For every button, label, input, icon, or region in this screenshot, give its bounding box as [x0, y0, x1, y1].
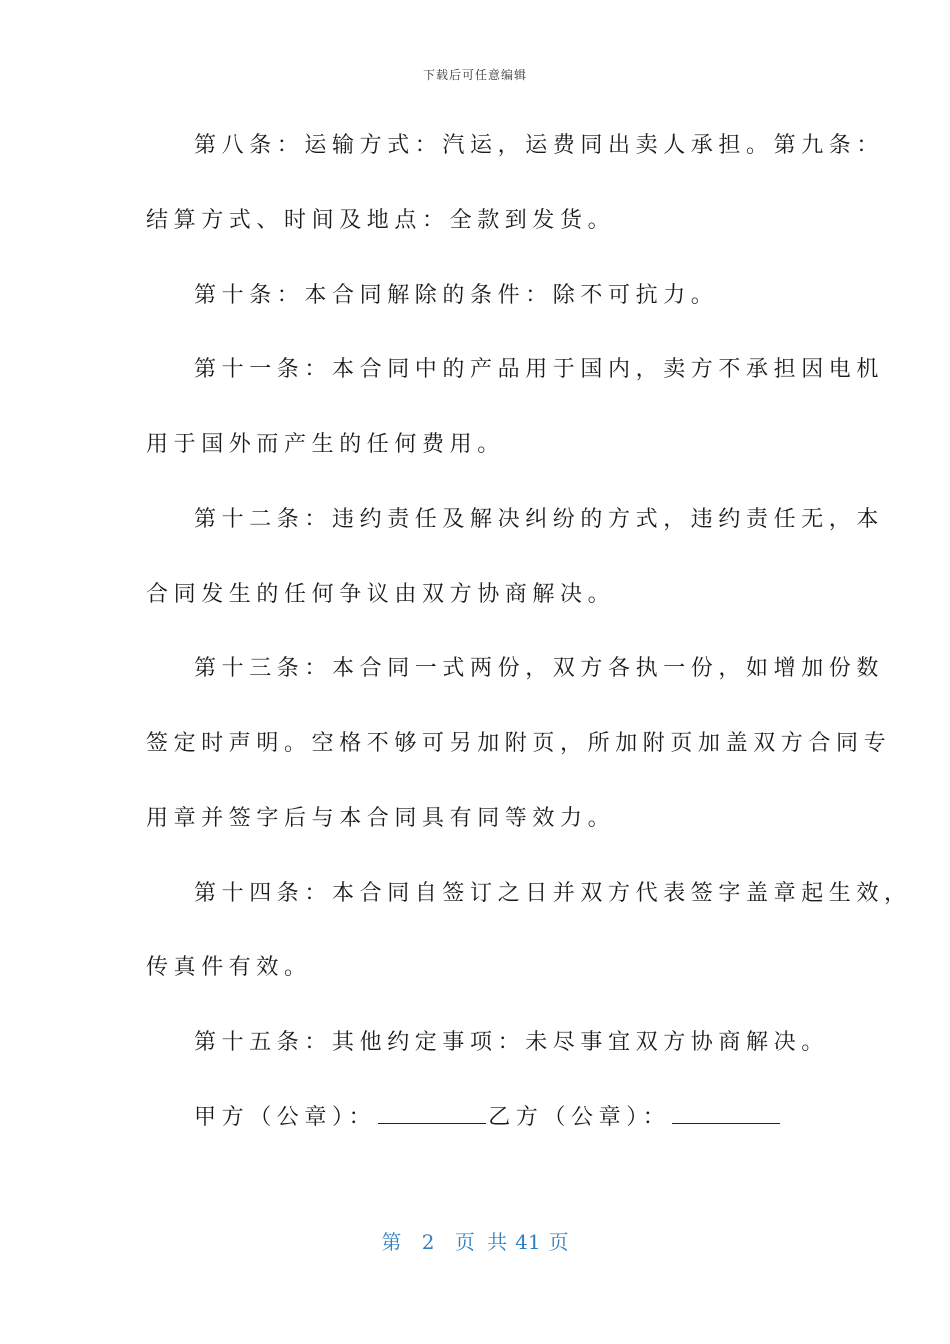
text-line-12: 传真件有效。 [146, 955, 312, 980]
text-line-5: 用于国外而产生的任何费用。 [146, 432, 505, 457]
text-line-13: 第十五条：其他约定事项：未尽事宜双方协商解决。 [194, 1030, 829, 1055]
text-line-7: 合同发生的任何争议由双方协商解决。 [146, 582, 616, 607]
text-line-9: 签定时声明。空格不够可另加附页，所加附页加盖双方合同专 [146, 731, 892, 756]
text-line-10: 用章并签字后与本合同具有同等效力。 [146, 806, 616, 831]
text-line-2: 结算方式、时间及地点：全款到发货。 [146, 208, 616, 233]
footer-page-number: 2 [421, 1230, 435, 1254]
footer-middle: 页 共 [454, 1230, 508, 1254]
footer-prefix: 第 [381, 1230, 402, 1254]
text-line-4: 第十一条：本合同中的产品用于国内，卖方不承担因电机 [194, 357, 885, 382]
page-header: 下载后可任意编辑 [422, 68, 527, 82]
party-a-label: 甲方（公章）： [194, 1105, 377, 1130]
party-a-blank [378, 1105, 486, 1124]
party-b-blank [672, 1105, 780, 1124]
footer-suffix: 页 [548, 1230, 569, 1254]
page-footer [0, 1226, 950, 1255]
footer-total-pages: 41 [515, 1230, 541, 1254]
text-line-8: 第十三条：本合同一式两份，双方各执一份，如增加份数 [194, 656, 885, 681]
signature-line [194, 1103, 782, 1133]
party-b-label: 乙方（公章）： [488, 1105, 671, 1130]
text-line-3: 第十条：本合同解除的条件：除不可抗力。 [194, 283, 719, 308]
text-line-11: 第十四条：本合同自签订之日并双方代表签字盖章起生效， [194, 881, 912, 906]
text-line-6: 第十二条：违约责任及解决纠纷的方式，违约责任无，本 [194, 507, 885, 532]
text-line-1: 第八条：运输方式：汽运，运费同出卖人承担。第九条： [194, 133, 885, 158]
